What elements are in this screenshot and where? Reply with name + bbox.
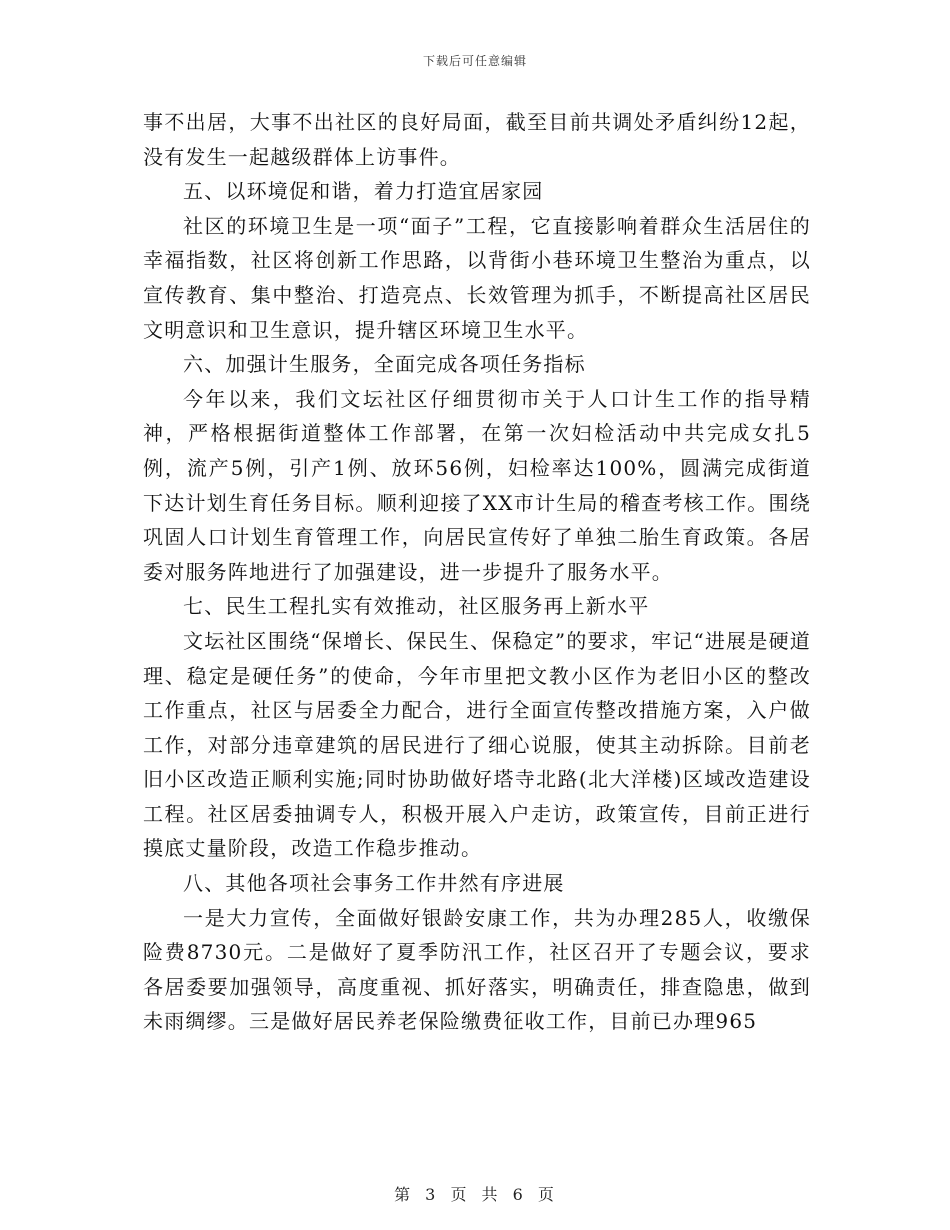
page-footer: 第 3 页 共 6 页 [394, 1185, 556, 1204]
section-heading-5: 五、以环境促和谐，着力打造宜居家园 [183, 179, 544, 204]
paragraph-livelihood: 文坛社区围绕“保增长、保民生、保稳定”的要求，牢记“进展是硬道理、稳定是硬任务”的使命，今年市里把文教小区作为老旧小区的整改工作重点，社区与居委全力配合，进行全面宣传整改措施方案，入户做工作，对部分违章建筑的居民进行了细心说服，使其主动拆除。目前老旧小区改造正顺利实施;同时协助做好塔寺北路(北大洋楼)区域改造建设工程。社区居委抽调专人，积极开展入户走访，政策宣传，目前正进行摸底丈量阶段，改造工作稳步推动。 [143, 628, 811, 861]
paragraph-other-affairs: 一是大力宣传，全面做好银龄安康工作，共为办理285人，收缴保险费8730元。二是做好了夏季防汛工作，社区召开了专题会议，要求各居委要加强领导，高度重视、抓好落实，明确责任，排查隐患，做到未雨绸缪。三是做好居民养老保险缴费征收工作，目前已办理965 [143, 905, 811, 1034]
paragraph-continued: 事不出居，大事不出社区的良好局面，截至目前共调处矛盾纠纷12起，没有发生一起越级群体上访事件。 [143, 110, 811, 169]
page-header: 下载后可任意编辑 [422, 54, 527, 68]
document-body [143, 105, 811, 1039]
section-heading-7: 七、民生工程扎实有效推动，社区服务再上新水平 [183, 594, 650, 619]
section-heading-6: 六、加强计生服务，全面完成各项任务指标 [183, 352, 586, 377]
paragraph-family-planning: 今年以来，我们文坛社区仔细贯彻市关于人口计生工作的指导精神，严格根据街道整体工作部署，在第一次妇检活动中共完成女扎5例，流产5例，引产1例、放环56例，妇检率达100%，圆满完成街道下达计划生育任务目标。顺利迎接了XX市计生局的稽查考核工作。围绕巩固人口计划生育管理工作，向居民宣传好了单独二胎生育政策。各居委对服务阵地进行了加强建设，进一步提升了服务水平。 [143, 386, 811, 584]
section-heading-8: 八、其他各项社会事务工作井然有序进展 [183, 871, 565, 896]
paragraph-environment: 社区的环境卫生是一项“面子”工程，它直接影响着群众生活居住的幸福指数，社区将创新工作思路，以背街小巷环境卫生整治为重点，以宣传教育、集中整治、打造亮点、长效管理为抓手，不断提高社区居民文明意识和卫生意识，提升辖区环境卫生水平。 [143, 213, 811, 342]
